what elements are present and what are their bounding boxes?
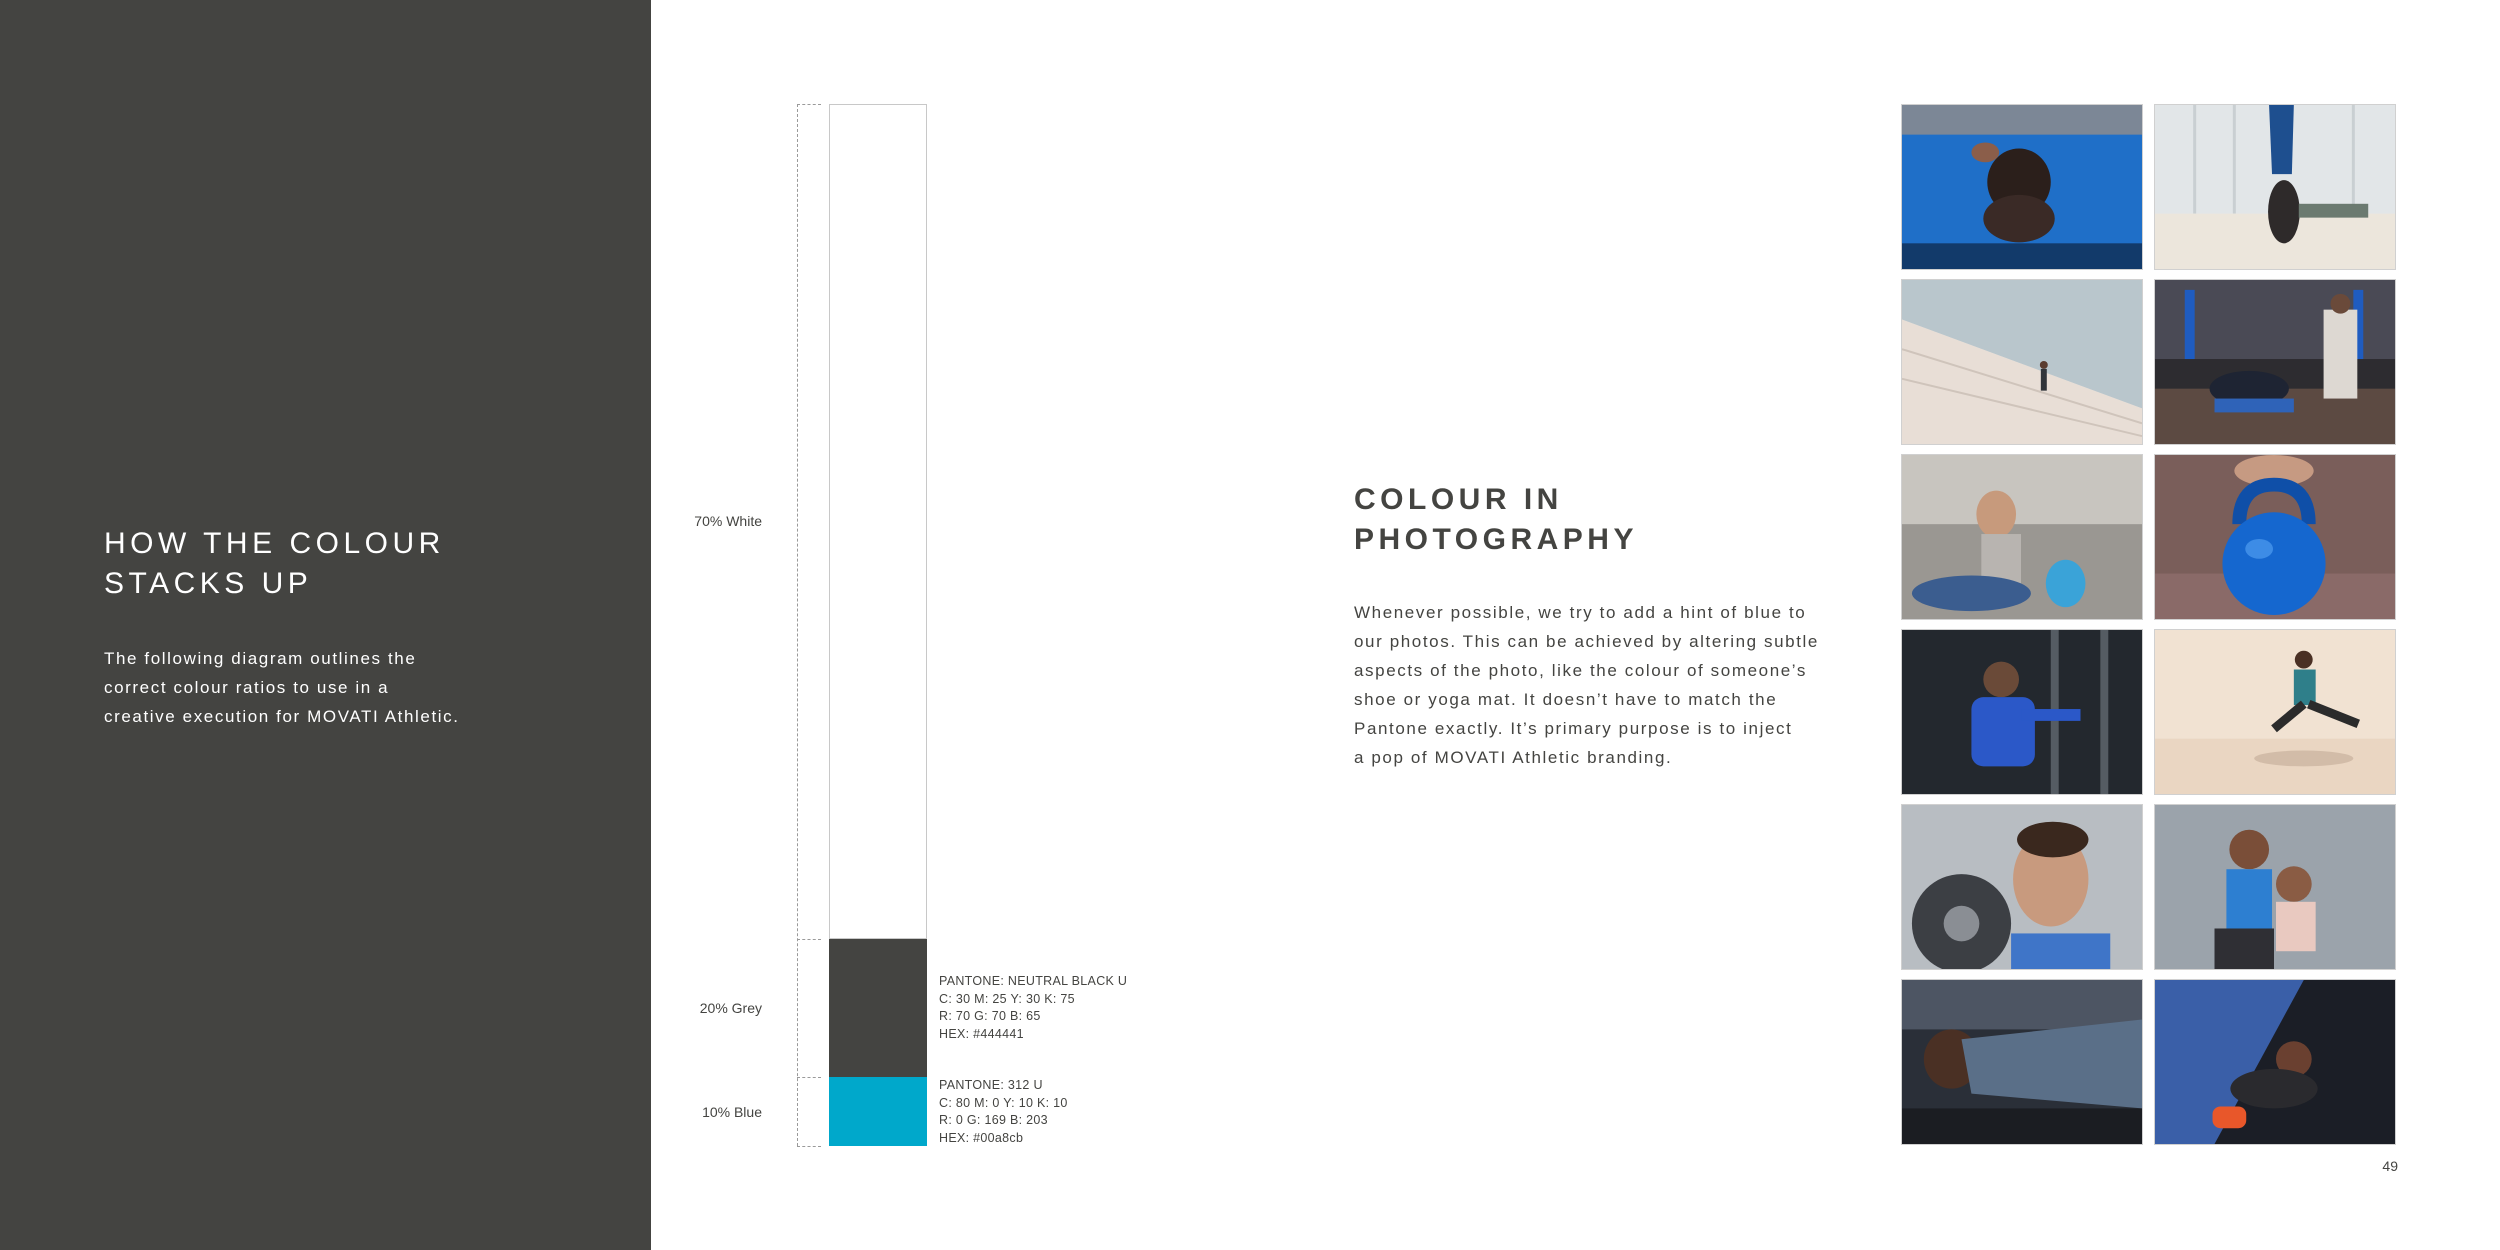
photography-line-3: aspects of the photo, like the colour of someone’s bbox=[1354, 661, 1807, 680]
photography-line-2: our photos. This can be achieved by altering subtle bbox=[1354, 632, 1819, 651]
bracket-tick-grey-blue bbox=[797, 1077, 821, 1078]
grey-hex: HEX: #444441 bbox=[939, 1026, 1024, 1041]
stack-segment-white bbox=[829, 104, 927, 939]
stack-description-line-3: creative execution for MOVATI Athletic. bbox=[104, 707, 460, 726]
blue-colour-spec bbox=[939, 1077, 1179, 1147]
ratio-label-blue: 10% Blue bbox=[702, 1104, 762, 1120]
photography-description bbox=[1354, 598, 1844, 772]
stack-description-line-2: correct colour ratios to use in a bbox=[104, 678, 390, 697]
photography-line-6: a pop of MOVATI Athletic branding. bbox=[1354, 748, 1673, 767]
photo-aerial-yoga bbox=[2154, 104, 2396, 270]
blue-hex: HEX: #00a8cb bbox=[939, 1130, 1024, 1145]
photo-mother-daughter-hug bbox=[2154, 804, 2396, 970]
photography-line-4: shoe or yoga mat. It doesn’t have to match the bbox=[1354, 690, 1778, 709]
photo-man-cable-machine bbox=[1901, 629, 2143, 795]
photo-man-weight-plate bbox=[1901, 804, 2143, 970]
photography-section-title bbox=[1354, 480, 1774, 560]
grey-colour-spec bbox=[939, 973, 1179, 1043]
page-number: 49 bbox=[2382, 1158, 2398, 1174]
bracket-tick-bottom bbox=[797, 1146, 821, 1147]
bracket-tick-white-grey bbox=[797, 939, 821, 940]
photo-woman-foam-roller bbox=[2154, 979, 2396, 1145]
stack-description-line-1: The following diagram outlines the bbox=[104, 649, 417, 668]
photography-title-line-2: PHOTOGRAPHY bbox=[1354, 523, 1638, 556]
ratio-label-white: 70% White bbox=[694, 513, 762, 529]
ratio-bracket bbox=[797, 104, 821, 1146]
photo-man-bench-press bbox=[1901, 979, 2143, 1145]
stack-section-title bbox=[104, 524, 524, 604]
stack-segment-blue bbox=[829, 1077, 927, 1146]
photography-title-line-1: COLOUR IN bbox=[1354, 483, 1563, 516]
bracket-tick-top bbox=[797, 104, 821, 105]
photo-blue-kettlebell bbox=[2154, 454, 2396, 620]
ratio-label-grey: 20% Grey bbox=[699, 1000, 762, 1016]
grey-cmyk: C: 30 M: 25 Y: 30 K: 75 bbox=[939, 991, 1075, 1006]
photo-stretching-woman bbox=[1901, 454, 2143, 620]
grey-pantone: PANTONE: NEUTRAL BLACK U bbox=[939, 974, 1128, 988]
stack-section-description bbox=[104, 644, 524, 731]
blue-rgb: R: 0 G: 169 B: 203 bbox=[939, 1113, 1048, 1127]
photo-gym-pushup-trainer bbox=[2154, 279, 2396, 445]
blue-cmyk: C: 80 M: 0 Y: 10 K: 10 bbox=[939, 1095, 1068, 1110]
stack-title-line-1: HOW THE COLOUR bbox=[104, 527, 445, 560]
photography-line-5: Pantone exactly. It’s primary purpose is to inject bbox=[1354, 719, 1793, 738]
left-panel bbox=[0, 0, 651, 1250]
photo-jumping-runner bbox=[2154, 629, 2396, 795]
stack-title-line-2: STACKS UP bbox=[104, 567, 313, 600]
photo-stairs-runner bbox=[1901, 279, 2143, 445]
blue-pantone: PANTONE: 312 U bbox=[939, 1078, 1043, 1092]
photography-line-1: Whenever possible, we try to add a hint of blue to bbox=[1354, 603, 1807, 622]
photo-yoga-mat-stretch bbox=[1901, 104, 2143, 270]
stack-segment-grey bbox=[829, 939, 927, 1077]
grey-rgb: R: 70 G: 70 B: 65 bbox=[939, 1009, 1041, 1023]
